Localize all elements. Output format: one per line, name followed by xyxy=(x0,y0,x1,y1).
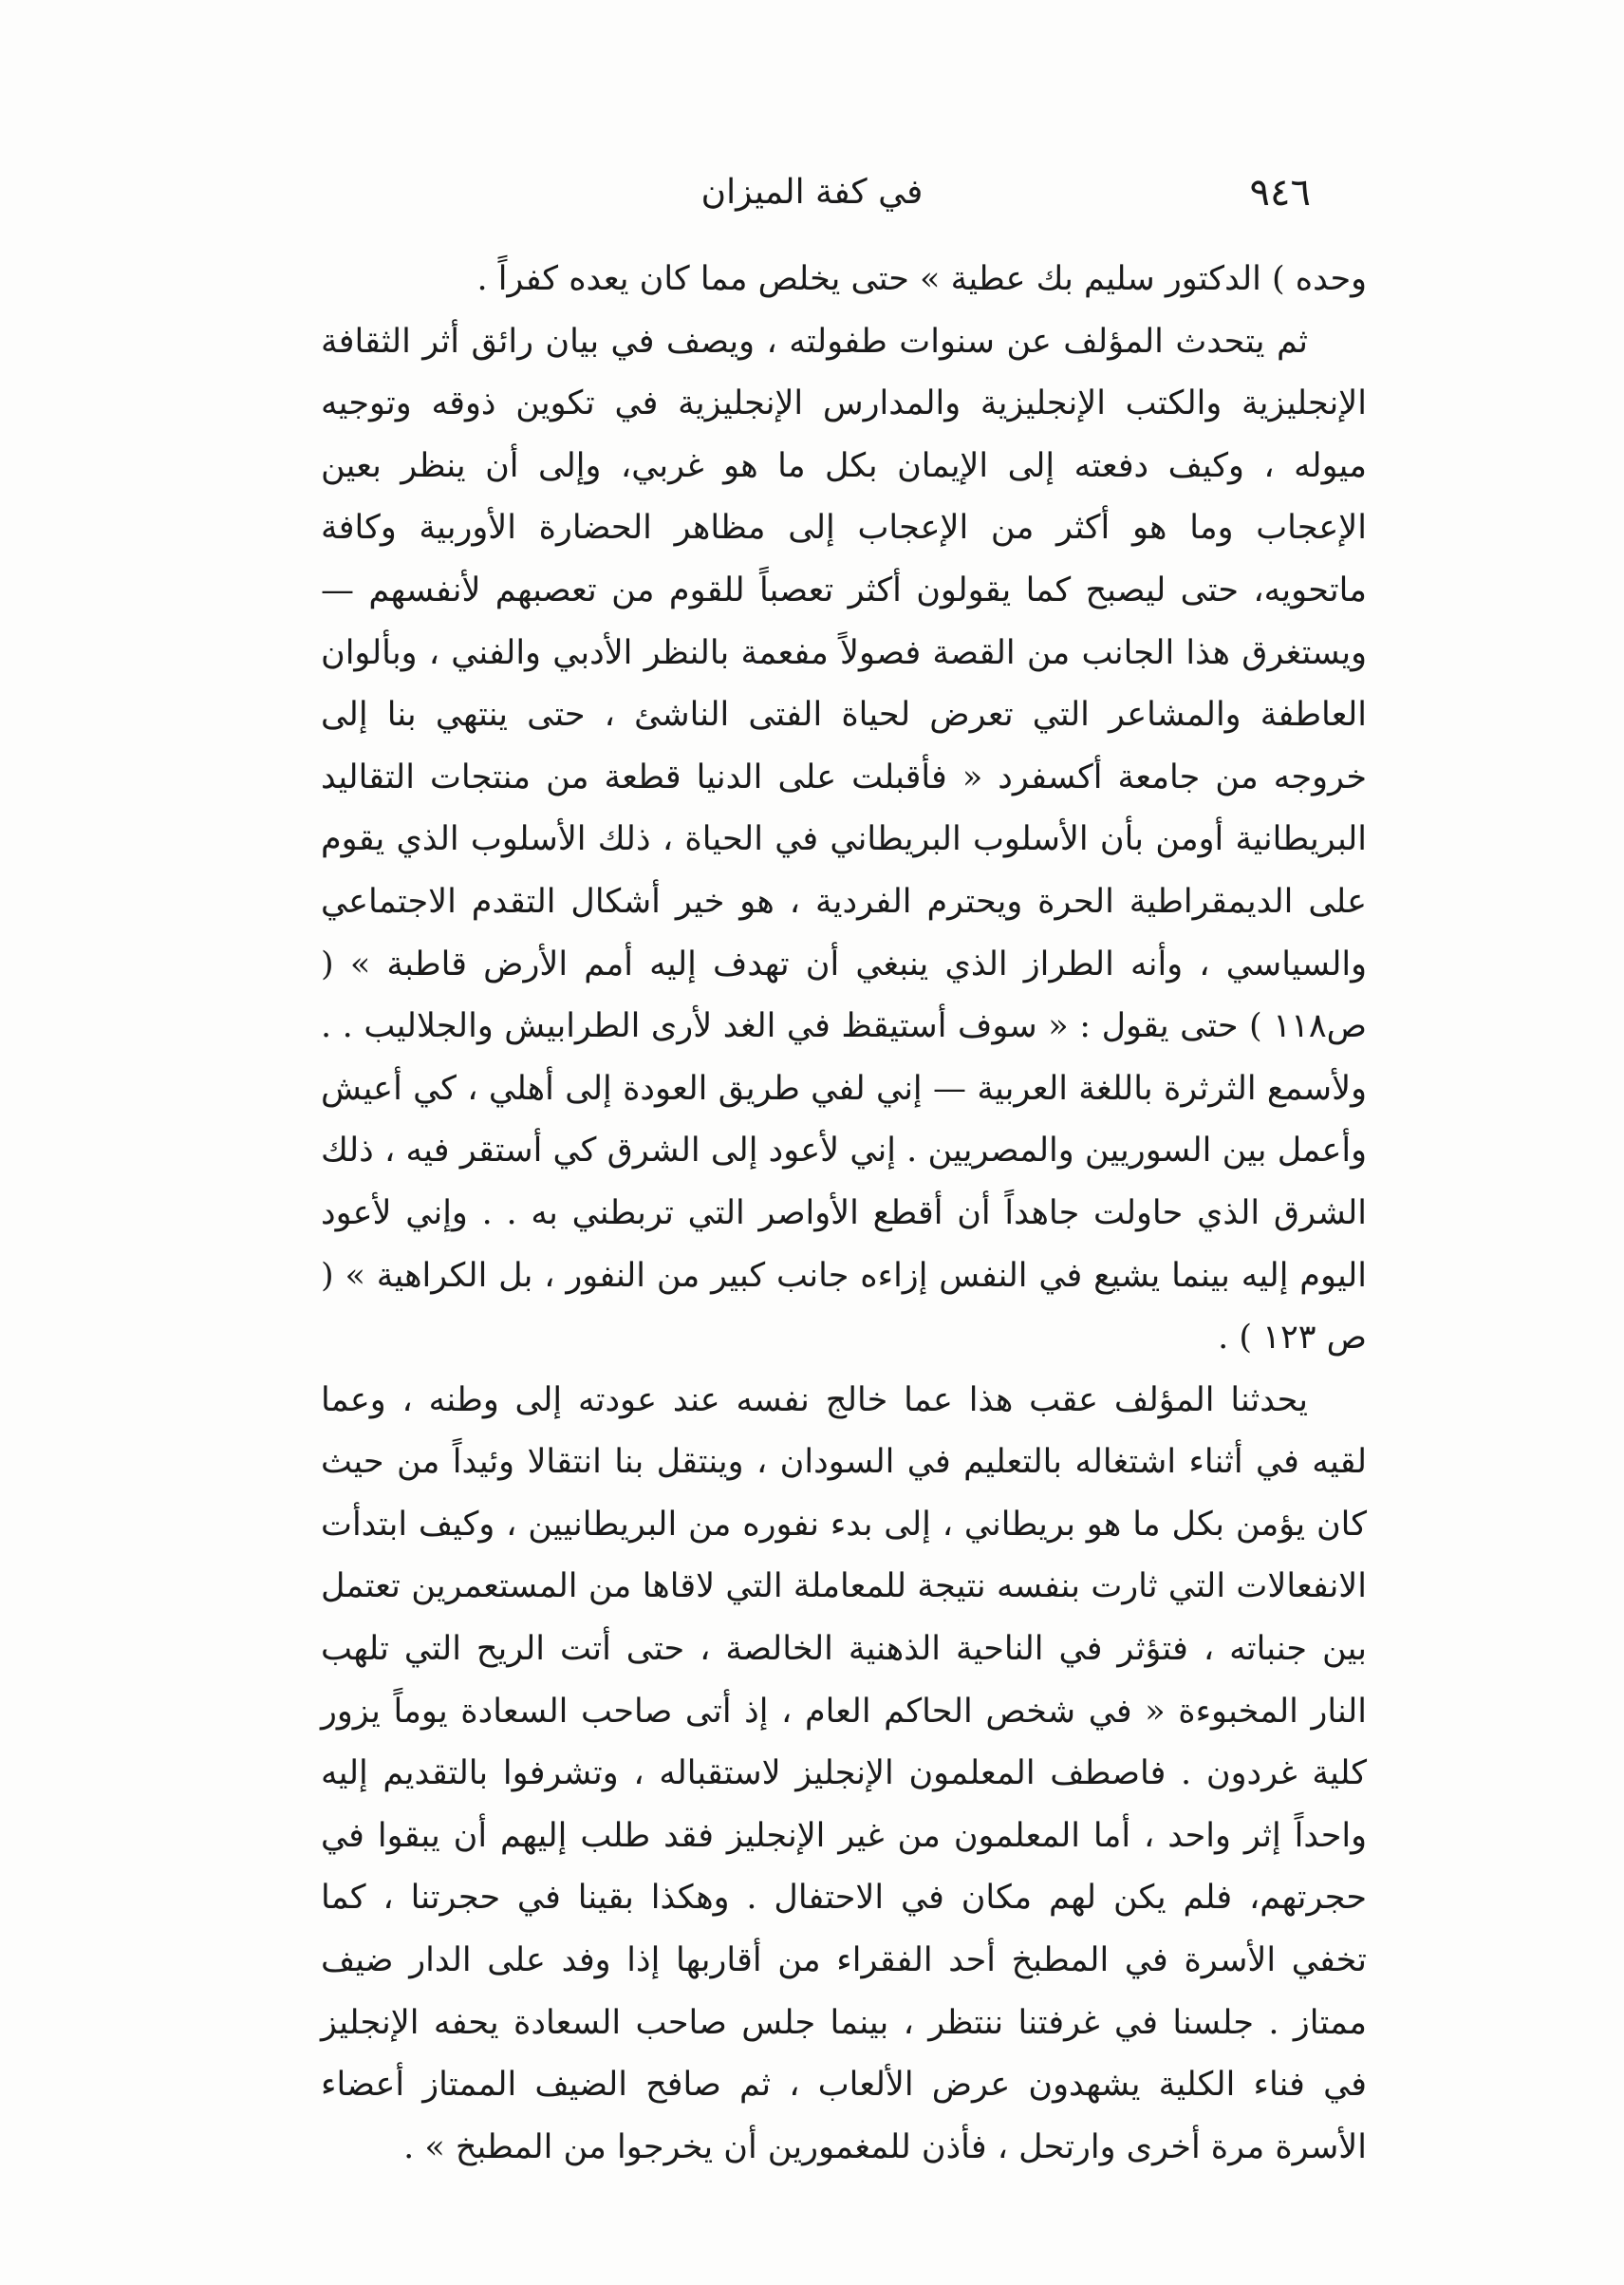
paragraph-2: ثم يتحدث المؤلف عن سنوات طفولته ، ويصف في بيان رائق أثر الثقافة الإنجليزية والكتب الإنجليزية والمدارس الإنجليزية في تكوين ذوقه وتوجيه ميوله ، وكيف دفعته إلى الإيمان بكل ما هو غربي، وإلى أن ينظر بعين الإعجاب وما هو أكثر من الإعجاب إلى مظاهر الحضارة الأوربية وكافة ماتحويه، حتى ليصبح كما يقولون أكثر تعصباً للقوم من تعصبهم لأنفسهم — ويستغرق هذا الجانب من القصة فصولاً مفعمة بالنظر الأدبي والفني ، وبألوان العاطفة والمشاعر التي تعرض لحياة الفتى الناشئ ، حتى ينتهي بنا إلى خروجه من جامعة أكسفرد « فأقبلت على الدنيا قطعة من منتجات التقاليد البريطانية أومن بأن الأسلوب البريطاني في الحياة ، ذلك الأسلوب الذي يقوم على الديمقراطية الحرة ويحترم الفردية ، هو خير أشكال التقدم الاجتماعي والسياسي ، وأنه الطراز الذي ينبغي أن تهدف إليه أمم الأرض قاطبة » ( ص١١٨ ) حتى يقول : « سوف أستيقظ في الغد لأرى الطرابيش والجلاليب . . ولأسمع الثرثرة باللغة العربية — إني لفي طريق العودة إلى أهلي ، كي أعيش وأعمل بين السوريين والمصريين . إني لأعود إلى الشرق كي أستقر فيه ، ذلك الشرق الذي حاولت جاهداً أن أقطع الأواصر التي تربطني به . . وإني لأعود اليوم إليه بينما يشيع في النفس إزاءه جانب كبير من النفور ، بل الكراهية » ( ص ١٢٣ ) . xyxy=(321,322,1367,1358)
page-number: ٩٤٦ xyxy=(1249,171,1311,215)
paragraph-1: وحده ) الدكتور سليم بك عطية » حتى يخلص مما كان يعده كفراً . xyxy=(476,260,1367,298)
page-header xyxy=(313,159,1311,226)
paragraph-3: يحدثنا المؤلف عقب هذا عما خالج نفسه عند عودته إلى وطنه ، وعما لقيه في أثناء اشتغاله بالتعليم في السودان ، وينتقل بنا انتقالا وئيداً من حيث كان يؤمن بكل ما هو بريطاني ، إلى بدء نفوره من البريطانيين ، وكيف ابتدأت الانفعالات التي ثارت بنفسه نتيجة للمعاملة التي لاقاها من المستعمرين تعتمل بين جنباته ، فتؤثر في الناحية الذهنية الخالصة ، حتى أتت الريح التي تلهب النار المخبوءة « في شخص الحاكم العام ، إذ أتى صاحب السعادة يوماً يزور كلية غردون . فاصطف المعلمون الإنجليز لاستقباله ، وتشرفوا بالتقديم إليه واحداً إثر واحد ، أما المعلمون من غير الإنجليز فقد طلب إليهم أن يبقوا في حجرتهم، فلم يكن لهم مكان في الاحتفال . وهكذا بقينا في حجرتنا ، كما تخفي الأسرة في المطبخ أحد الفقراء من أقاربها إذا وفد على الدار ضيف ممتاز . جلسنا في غرفتنا ننتظر ، بينما جلس صاحب السعادة يحفه الإنجليز في فناء الكلية يشهدون عرض الألعاب ، ثم صافح الضيف الممتاز أعضاء الأسرة مرة أخرى وارتحل ، فأذن للمغمورين أن يخرجوا من المطبخ » . xyxy=(321,1380,1367,2166)
running-title: في كفة الميزان xyxy=(700,173,924,212)
body-text xyxy=(321,249,1367,2179)
